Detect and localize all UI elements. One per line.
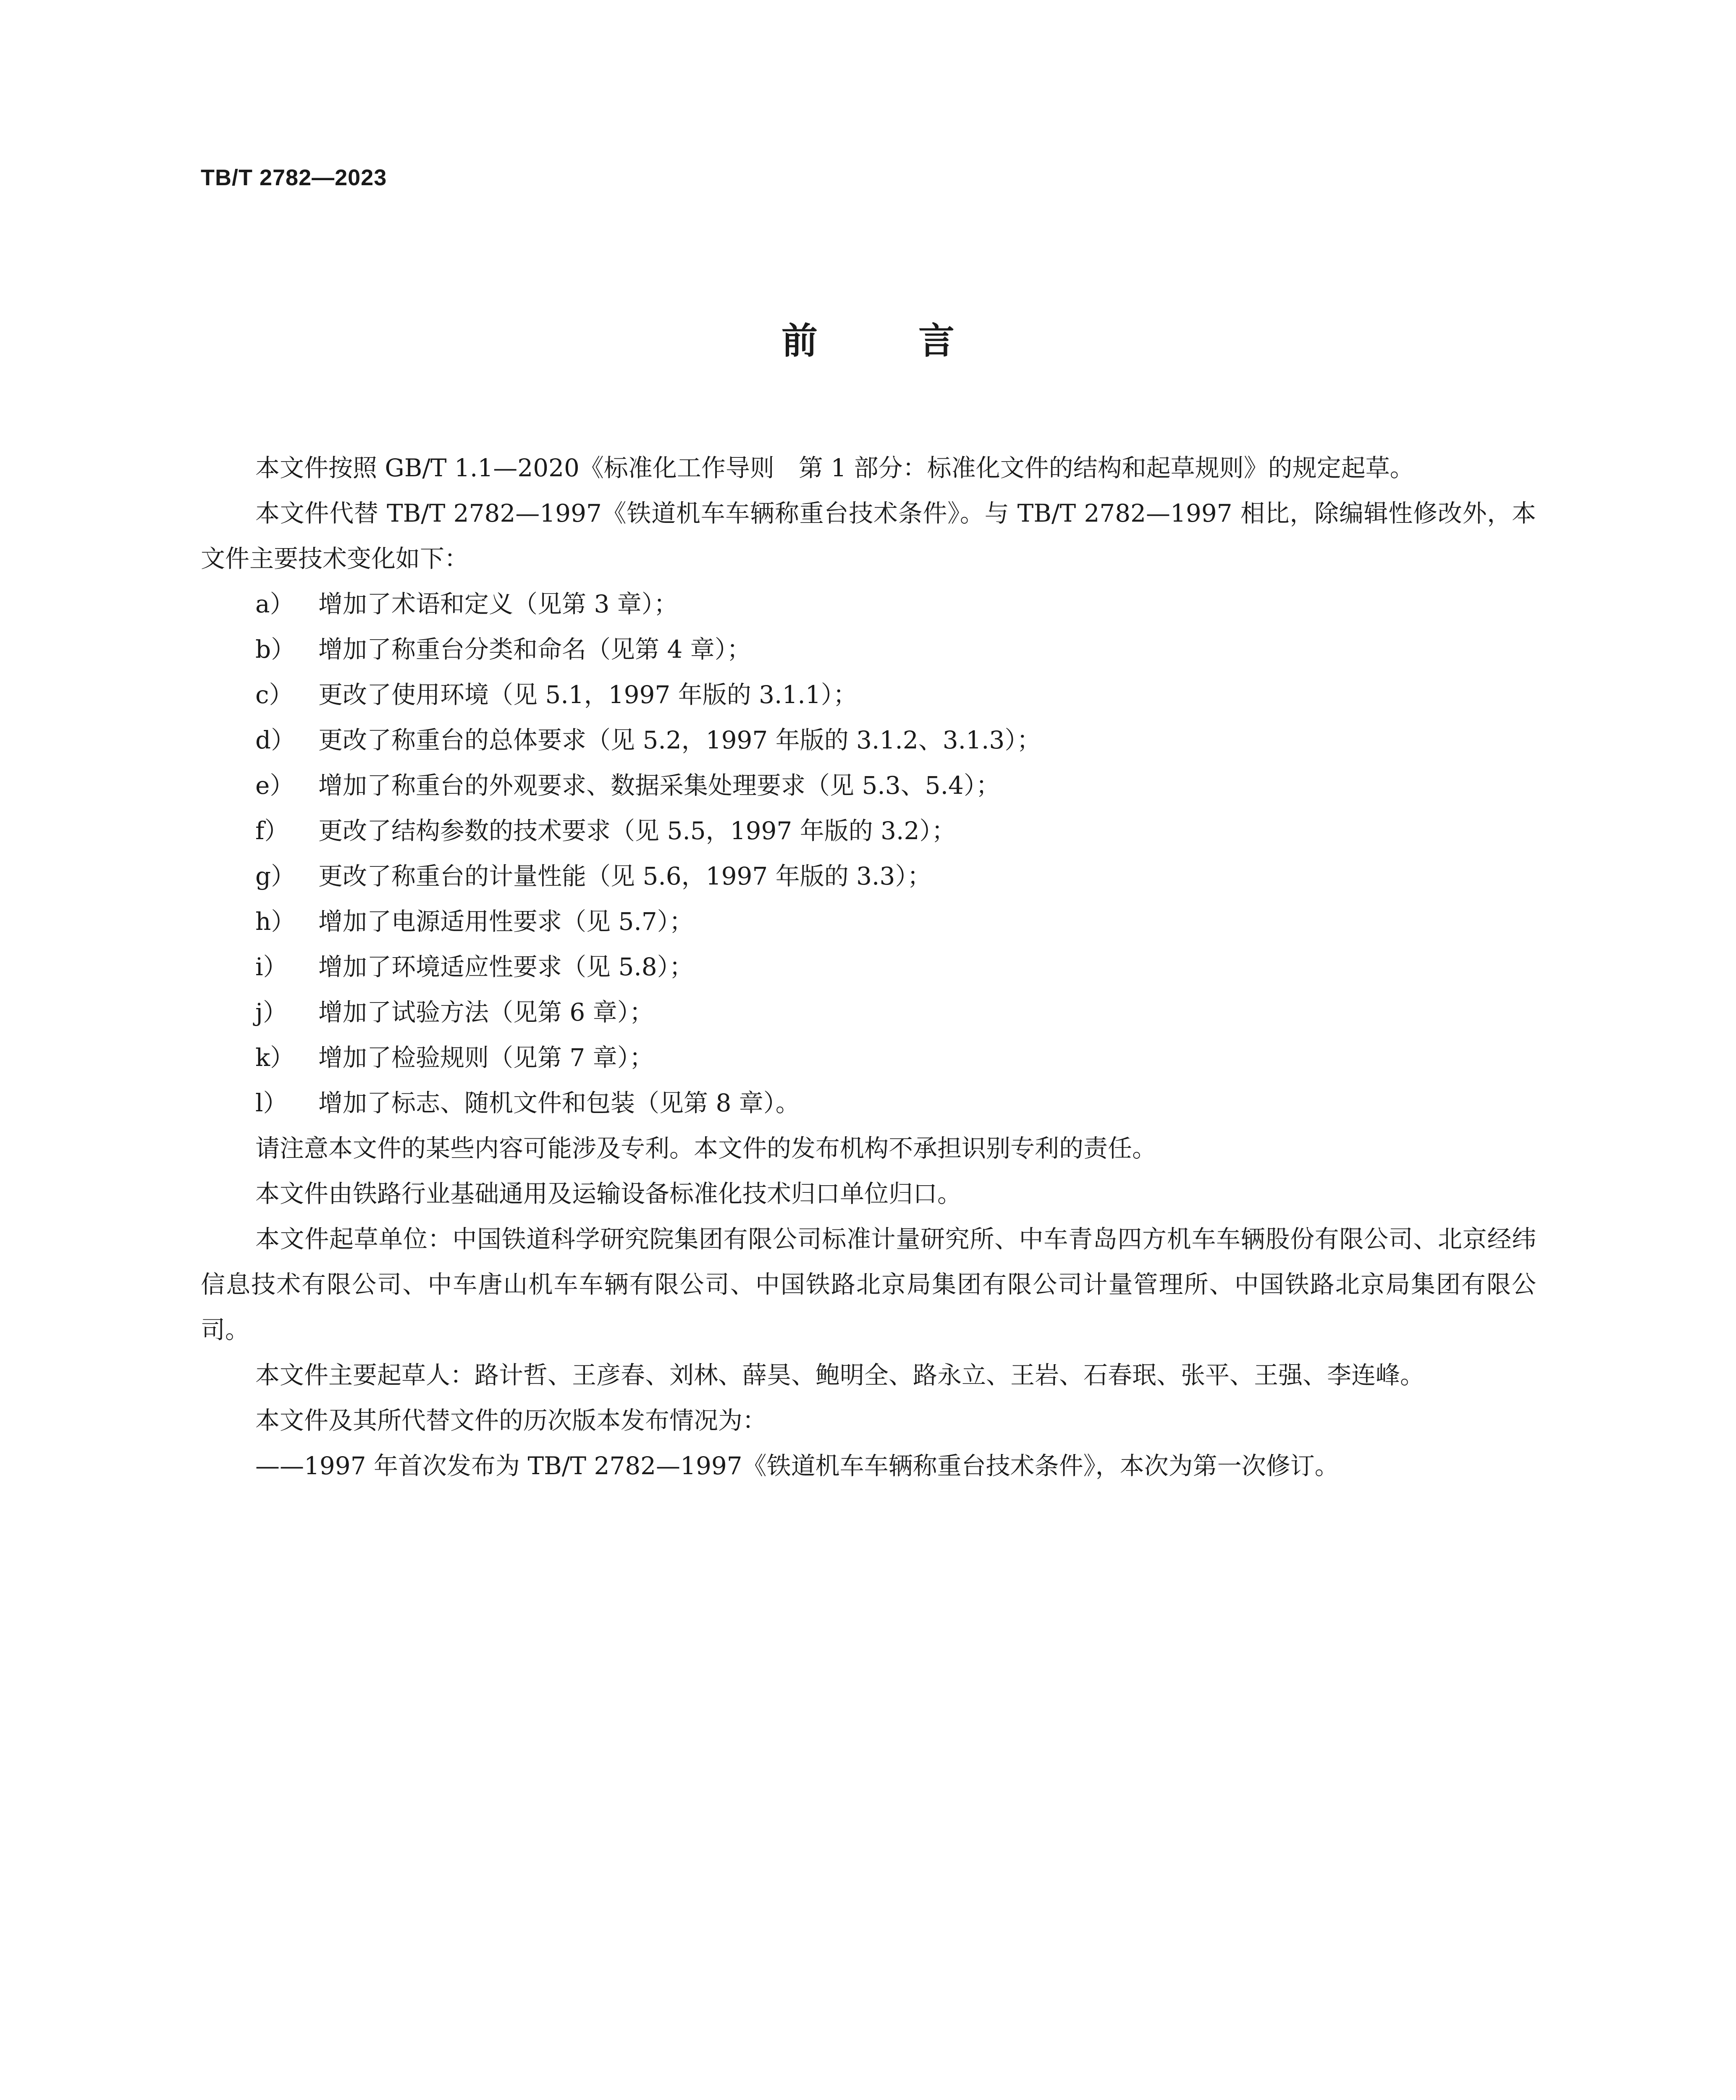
list-text: 更改了称重台的计量性能（见 5.6，1997 年版的 3.3）； (318, 862, 932, 890)
list-text: 增加了称重台分类和命名（见第 4 章）； (318, 635, 751, 664)
list-text: 更改了称重台的总体要求（见 5.2，1997 年版的 3.1.2、3.1.3）； (318, 726, 1041, 754)
paragraph-replacement: 本文件代替 TB/T 2782—1997《铁道机车车辆称重台技术条件》。与 TB/T 2782—1997 相比，除编辑性修改外，本文件主要技术变化如下： (201, 499, 1536, 573)
paragraph-patent-notice: 请注意本文件的某些内容可能涉及专利。本文件的发布机构不承担识别专利的责任。 (255, 1134, 1157, 1163)
list-item (201, 899, 1536, 944)
list-marker: b） (255, 635, 296, 664)
list-item (201, 717, 1536, 763)
history-entry: ——1997 年首次发布为 TB/T 2782—1997《铁道机车车辆称重台技术条件》，本次为第一次修订。 (255, 1452, 1339, 1480)
page-title (0, 312, 1736, 364)
list-item (201, 808, 1536, 853)
list-item (201, 672, 1536, 717)
list-text: 增加了环境适应性要求（见 5.8）； (318, 953, 694, 981)
paragraph-responsible-unit: 本文件由铁路行业基础通用及运输设备标准化技术归口单位归口。 (255, 1179, 962, 1208)
changes-list (201, 581, 1536, 1126)
document-code: TB/T 2782—2023 (201, 165, 387, 190)
list-item (201, 990, 1536, 1035)
paragraph-drafters: 本文件主要起草人：路计哲、王彦春、刘林、薛昊、鲍明全、路永立、王岩、石春珉、张平、王强、李连峰。 (255, 1361, 1425, 1389)
list-marker: k） (255, 1043, 295, 1072)
paragraph-drafting-rules: 本文件按照 GB/T 1.1—2020《标准化工作导则 第 1 部分：标准化文件的结构和起草规则》的规定起草。 (255, 454, 1414, 482)
list-item (201, 944, 1536, 990)
list-marker: i） (255, 953, 288, 981)
list-item (201, 853, 1536, 899)
list-marker: g） (255, 862, 296, 890)
list-item (201, 1080, 1536, 1126)
list-marker: a） (255, 590, 294, 618)
list-item (201, 763, 1536, 808)
list-marker: l） (255, 1089, 288, 1117)
paragraph-drafting-units: 本文件起草单位：中国铁道科学研究院集团有限公司标准计量研究所、中车青岛四方机车车辆股份有限公司、北京经纬信息技术有限公司、中车唐山机车车辆有限公司、中国铁路北京局集团有限公司计量管理所、中国铁路北京局集团有限公司。 (201, 1225, 1536, 1344)
list-marker: f） (255, 816, 289, 845)
list-marker: e） (255, 771, 294, 800)
list-item (201, 627, 1536, 672)
list-marker: j） (255, 998, 287, 1026)
list-text: 更改了使用环境（见 5.1，1997 年版的 3.1.1）； (318, 680, 858, 709)
list-text: 增加了电源适用性要求（见 5.7）； (318, 907, 694, 936)
list-marker: h） (255, 907, 296, 936)
list-text: 增加了检验规则（见第 7 章）； (318, 1043, 654, 1072)
list-text: 更改了结构参数的技术要求（见 5.5，1997 年版的 3.2）； (318, 816, 956, 845)
list-text: 增加了试验方法（见第 6 章）； (318, 998, 654, 1026)
paragraph-version-history: 本文件及其所代替文件的历次版本发布情况为： (255, 1406, 767, 1435)
list-item (201, 581, 1536, 627)
foreword-body (201, 445, 1536, 1488)
list-text: 增加了术语和定义（见第 3 章）； (318, 590, 678, 618)
title-char-1: 前 (781, 320, 818, 362)
list-text: 增加了称重台的外观要求、数据采集处理要求（见 5.3、5.4）； (318, 771, 1000, 800)
list-marker: d） (255, 726, 296, 754)
list-text: 增加了标志、随机文件和包装（见第 8 章）。 (318, 1089, 800, 1117)
list-item (201, 1035, 1536, 1080)
list-marker: c） (255, 680, 294, 709)
title-char-2: 言 (918, 320, 955, 362)
